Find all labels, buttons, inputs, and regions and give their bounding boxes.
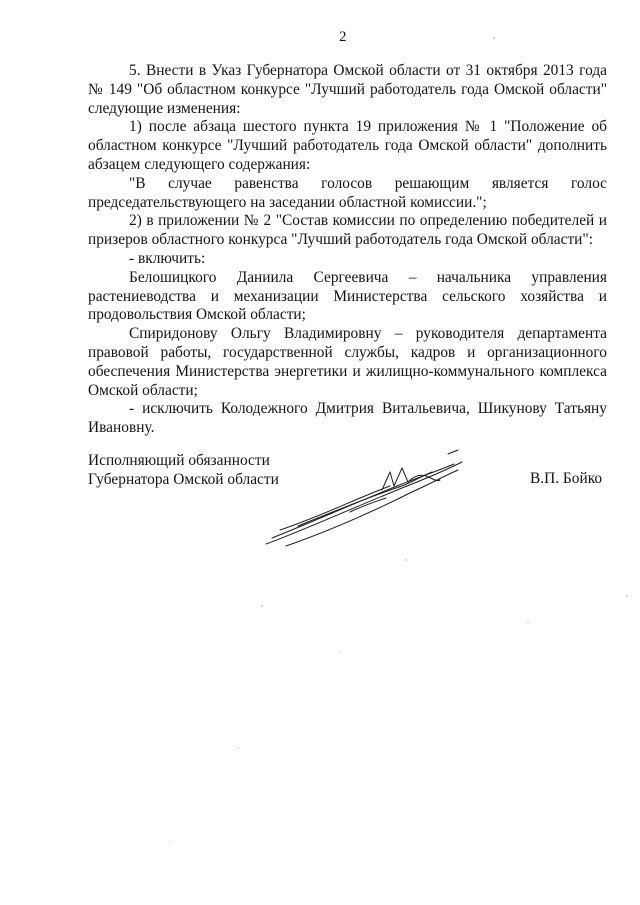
paragraph-item-1: 1) после абзаца шестого пункта 19 приложения № 1 "Положение об областном конкурсе "Лучший работодатель года Омской области" дополнить абзацем следующего содержания: xyxy=(88,118,607,173)
handwritten-signature xyxy=(262,446,472,556)
paragraph-include: - включить: xyxy=(129,249,206,267)
paragraph-amendment-intro: 5. Внести в Указ Губернатора Омской области от 31 октября 2013 года № 149 "Об областном конкурсе "Лучший работодатель года Омской области" следующие изменения: xyxy=(88,62,607,117)
document-body xyxy=(88,62,607,438)
page-number: 2 xyxy=(339,29,347,45)
signatory-position xyxy=(88,451,279,489)
signatory-position-line-1: Исполняющий обязанности xyxy=(88,452,270,469)
signatory-position-line-2: Губернатора Омской области xyxy=(88,471,279,488)
paragraph-quoted-text: "В случае равенства голосов решающим является голос председательствующего на заседании областной комиссии."; xyxy=(88,174,607,211)
paragraph-item-2: 2) в приложении № 2 "Состав комиссии по определению победителей и призеров областного конкурса "Лучший работодатель года Омской области": xyxy=(88,212,607,249)
paragraph-member-1: Белошицкого Даниила Сергеевича – начальника управления растениеводства и механизации Министерства сельского хозяйства и продовольствия Омской области; xyxy=(88,268,607,324)
paragraph-exclude: - исключить Колодежного Дмитрия Витальевича, Шикунову Татьяну Ивановну. xyxy=(88,400,607,437)
paragraph-member-2: Спиридонову Ольгу Владимировну – руководителя департамента правовой работы, государственной службы, кадров и организационного обеспечения Министерства энергетики и жилищно-коммунального комплекса Омской области; xyxy=(88,325,607,399)
signatory-name: В.П. Бойко xyxy=(530,470,603,487)
